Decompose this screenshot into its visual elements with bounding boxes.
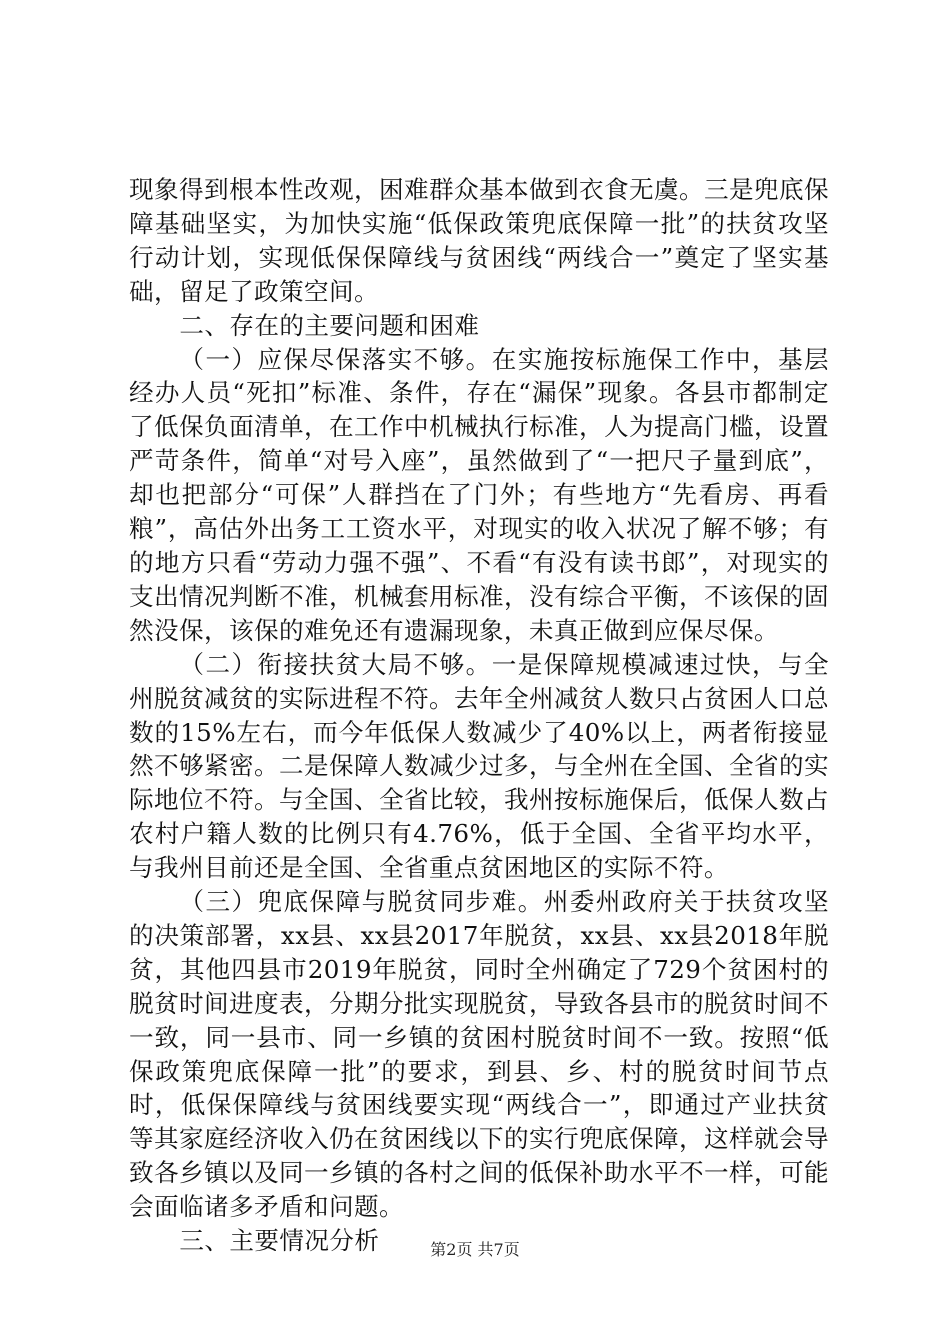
paragraph-point-1: （一）应保尽保落实不够。在实施按标施保工作中，基层经办人员“死扣”标准、条件，存在“漏保”现象。各县市都制定了低保负面清单，在工作中机械执行标准，人为提高门槛，设置严苛条件，简单“对号入座”，虽然做到了“一把尺子量到底”，却也把部分“可保”人群挡在了门外；有些地方“先看房、再看粮”，高估外出务工工资水平，对现实的收入状况了解不够；有的地方只看“劳动力强不强”、不看“有没有读书郎”，对现实的支出情况判断不准，机械套用标准，没有综合平衡，不该保的固然没保，该保的难免还有遗漏现象，未真正做到应保尽保。 xyxy=(129,344,829,645)
page-number-footer: 第2页 共7页 xyxy=(430,1240,520,1259)
paragraph-continuation: 现象得到根本性改观，困难群众基本做到衣食无虞。三是兜底保障基础坚实，为加快实施“低保政策兜底保障一批”的扶贫攻坚行动计划，实现低保保障线与贫困线“两线合一”奠定了坚实基础，留足了政策空间。 xyxy=(129,175,829,306)
section-heading-problems: 二、存在的主要问题和困难 xyxy=(179,310,480,340)
document-body xyxy=(129,173,829,1258)
section-heading-analysis: 三、主要情况分析 xyxy=(179,1226,380,1256)
paragraph-point-2: （二）衔接扶贫大局不够。一是保障规模减速过快，与全州脱贫减贫的实际进程不符。去年全州减贫人数只占贫困人口总数的15%左右，而今年低保人数减少了40%以上，两者衔接显然不够紧密。二是保障人数减少过多，与全州在全国、全省的实际地位不符。与全国、全省比较，我州按标施保后，低保人数占农村户籍人数的比例只有4.76%，低于全国、全省平均水平，与我州目前还是全国、全省重点贫困地区的实际不符。 xyxy=(129,649,829,883)
paragraph-point-3: （三）兜底保障与脱贫同步难。州委州政府关于扶贫攻坚的决策部署，xx县、xx县2017年脱贫，xx县、xx县2018年脱贫，其他四县市2019年脱贫，同时全州确定了729个贫困村的脱贫时间进度表，分期分批实现脱贫，导致各县市的脱贫时间不一致，同一县市、同一乡镇的贫困村脱贫时间不一致。按照“低保政策兜底保障一批”的要求，到县、乡、村的脱贫时间节点时，低保保障线与贫困线要实现“两线合一”，即通过产业扶贫等其家庭经济收入仍在贫困线以下的实行兜底保障，这样就会导致各乡镇以及同一乡镇的各村之间的低保补助水平不一样，可能会面临诸多矛盾和问题。 xyxy=(129,887,829,1222)
